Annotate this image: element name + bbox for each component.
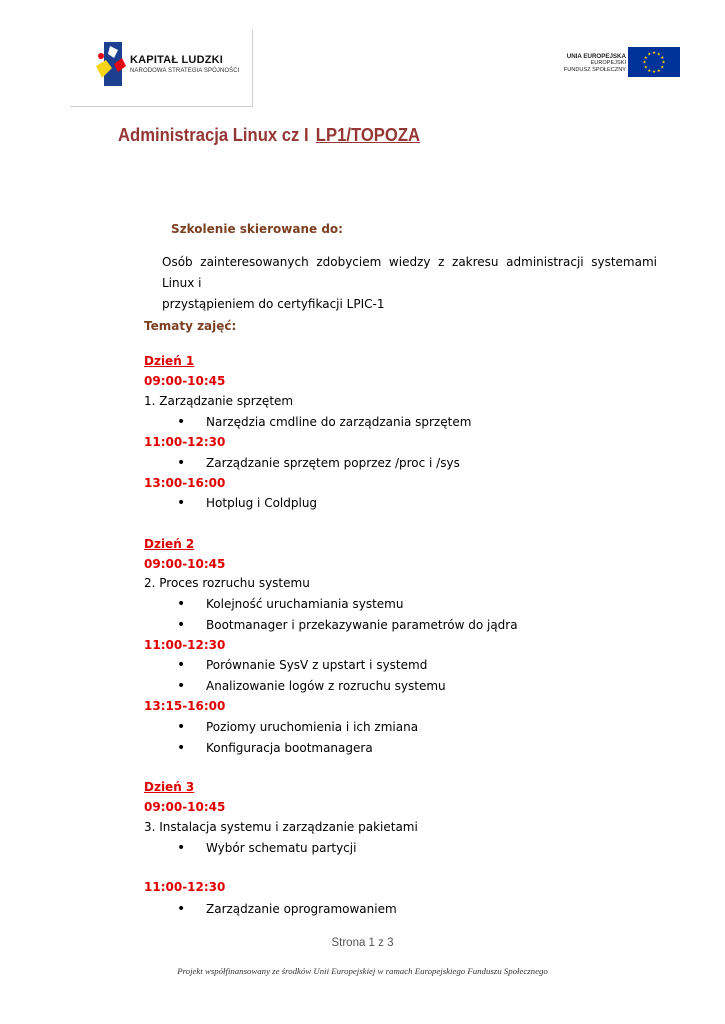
- eu-star-icon: ★: [643, 54, 648, 60]
- eu-star-icon: ★: [656, 67, 661, 73]
- eu-star-icon: ★: [642, 59, 647, 65]
- header-divider-horizontal: [70, 106, 253, 107]
- day-1-time-1: 09:00-10:45: [144, 374, 226, 388]
- day-2-module: 2. Proces rozruchu systemu: [144, 576, 310, 590]
- title-main: Administracja Linux cz I: [118, 124, 309, 145]
- page-number: Strona 1 z 3: [331, 937, 394, 949]
- day-3-module: 3. Instalacja systemu i zarządzanie pakietami: [144, 820, 418, 834]
- audience-line-2: przystąpieniem do certyfikacji LPIC-1: [162, 297, 385, 311]
- day-2-bullet-5: • Poziomy uruchomienia i ich zmiana: [206, 720, 418, 734]
- day-2-bullet-1: • Kolejność uruchamiania systemu: [206, 597, 403, 611]
- eu-star-icon: ★: [651, 69, 657, 75]
- day-1-label: Dzień 1: [144, 354, 195, 368]
- day-2-time-3: 13:15-16:00: [144, 699, 226, 713]
- eu-star-icon: ★: [643, 64, 648, 70]
- day-3-bullet-1: • Wybór schematu partycji: [206, 841, 356, 855]
- day-3-bullet-2: • Zarządzanie oprogramowaniem: [206, 902, 397, 916]
- day-2-time-1: 09:00-10:45: [144, 557, 226, 571]
- day-3-time-2: 11:00-12:30: [144, 880, 226, 894]
- day-3-label: Dzień 3: [144, 780, 195, 794]
- eu-star-icon: ★: [660, 64, 665, 70]
- topics-heading: Tematy zajęć:: [144, 319, 237, 333]
- kapital-ludzki-subtitle: NARODOWA STRATEGIA SPÓJNOŚCI: [130, 68, 240, 74]
- header-divider-vertical: [252, 30, 253, 106]
- day-1-bullet-3: • Hotplug i Coldplug: [206, 496, 317, 510]
- eu-star-icon: ★: [647, 51, 652, 57]
- eu-star-icon: ★: [660, 54, 665, 60]
- day-1-bullet-2: • Zarządzanie sprzętem poprzez /proc i /sys: [206, 456, 460, 470]
- day-1-time-3: 13:00-16:00: [144, 476, 226, 490]
- document-title: [118, 124, 420, 146]
- day-1-time-2: 11:00-12:30: [144, 435, 226, 449]
- audience-text: [162, 252, 657, 315]
- audience-line-1: Osób zainteresowanych zdobyciem wiedzy z zakresu administracji systemami Linux i: [162, 255, 657, 290]
- eu-star-icon: ★: [651, 50, 657, 56]
- eu-logo-line3: FUNDUSZ SPOŁECZNY: [563, 67, 626, 73]
- day-2-label: Dzień 2: [144, 537, 195, 551]
- eu-logo-line1: UNIA EUROPEJSKA: [566, 53, 626, 60]
- eu-logo-line2: EUROPEJSKI: [590, 60, 626, 66]
- footer-note: Projekt współfinansowany ze środków Unii Europejskiej w ramach Europejskiego Funduszu Społecznego: [177, 966, 548, 976]
- eu-star-icon: ★: [661, 59, 666, 65]
- eu-star-icon: ★: [647, 67, 652, 73]
- day-2-time-2: 11:00-12:30: [144, 638, 226, 652]
- title-code: LP1/TOPOZA: [315, 124, 421, 145]
- day-1-bullet-1: • Narzędzia cmdline do zarządzania sprzętem: [206, 415, 471, 429]
- eu-star-icon: ★: [656, 51, 661, 57]
- day-2-bullet-6: • Konfiguracja bootmanagera: [206, 741, 373, 755]
- eu-flag-icon: [628, 47, 680, 77]
- day-2-bullet-2: • Bootmanager i przekazywanie parametrów do jądra: [206, 618, 518, 632]
- kapital-ludzki-title: KAPITAŁ LUDZKI: [130, 54, 224, 66]
- day-2-bullet-3: • Porównanie SysV z upstart i systemd: [206, 658, 427, 672]
- day-2-bullet-4: • Analizowanie logów z rozruchu systemu: [206, 679, 446, 693]
- day-3-time-1: 09:00-10:45: [144, 800, 226, 814]
- day-1-module: 1. Zarządzanie sprzętem: [144, 394, 294, 408]
- eu-logo-text: [540, 53, 626, 74]
- audience-heading: Szkolenie skierowane do:: [171, 222, 343, 236]
